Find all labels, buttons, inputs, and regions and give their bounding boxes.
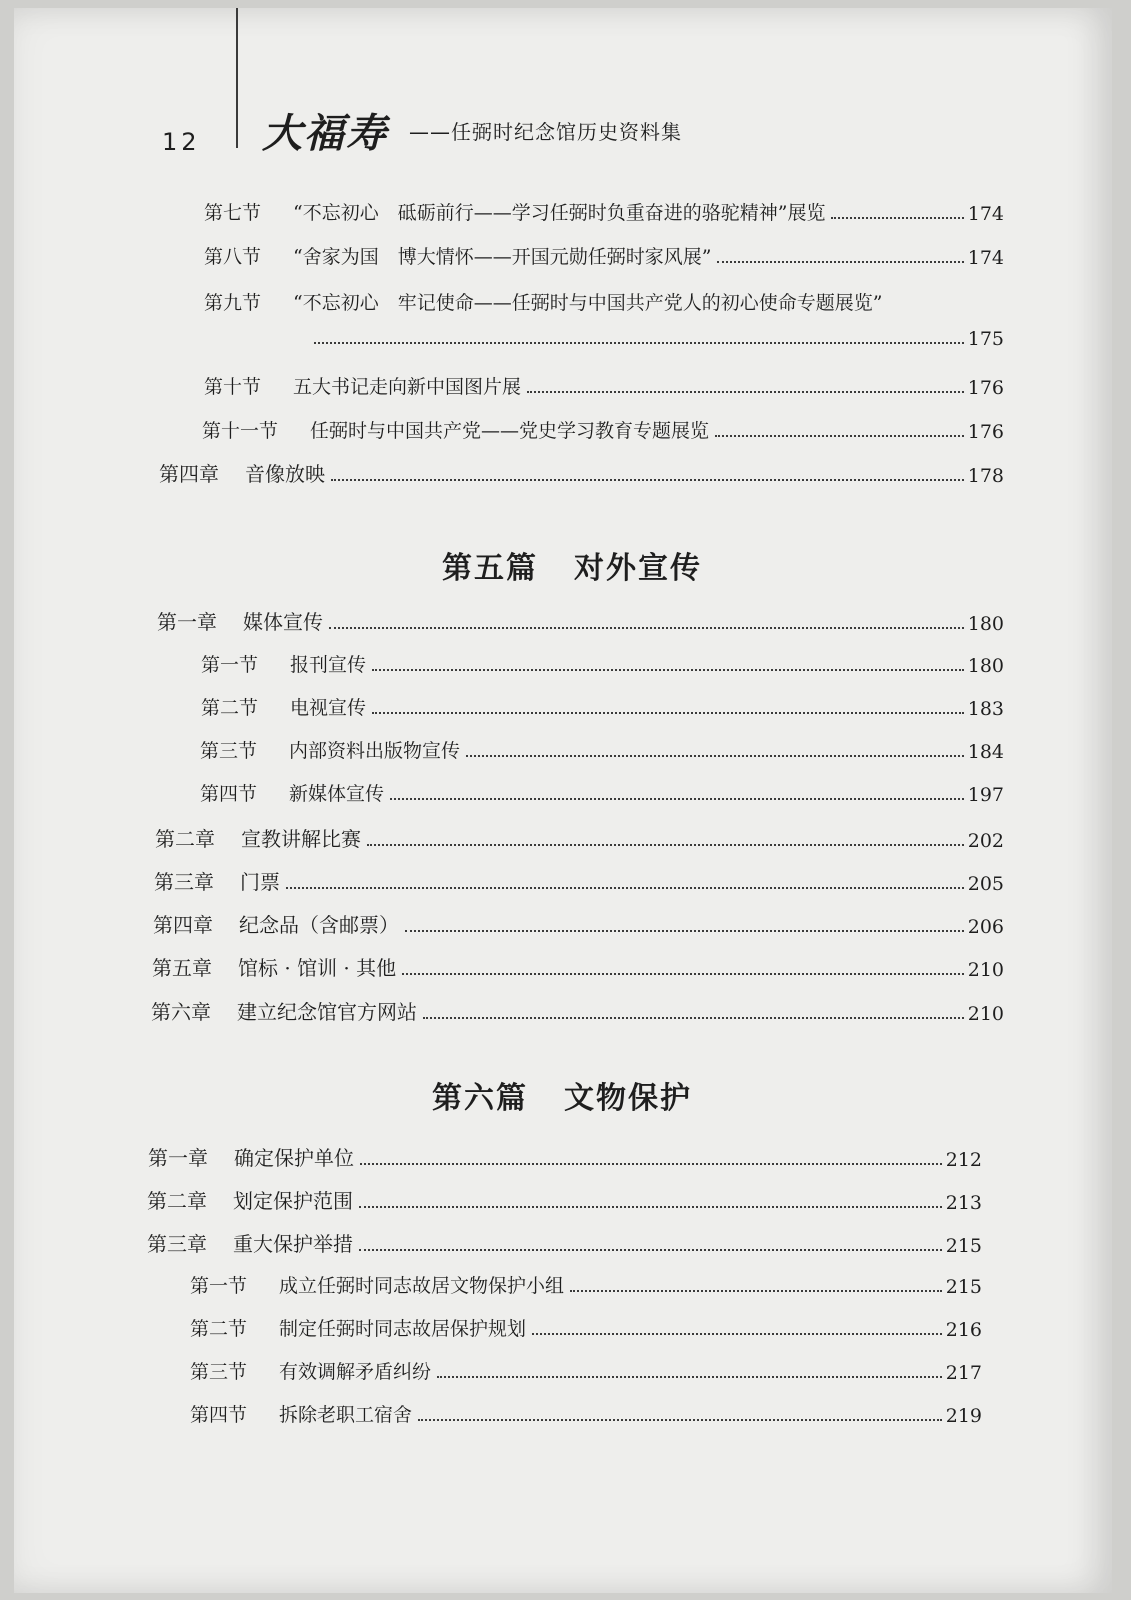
header-subtitle: ——任弼时纪念馆历史资料集: [409, 120, 682, 144]
toc-entry-title: 建立纪念馆官方网站: [237, 1000, 417, 1024]
part-label: 第五篇: [442, 551, 538, 586]
toc-entry: [154, 866, 1004, 895]
toc-entry: [204, 372, 1004, 399]
toc-entry: [204, 198, 1004, 225]
toc-entry-page: 219: [945, 1405, 982, 1427]
toc-entry-title: 音像放映: [245, 462, 325, 486]
toc-entry: [151, 996, 1004, 1025]
toc-entry: [147, 1228, 982, 1257]
toc-entry-title: 馆标 · 馆训 · 其他: [238, 956, 397, 980]
toc-entry-label: 第四节: [190, 1404, 248, 1426]
part-label: 第六篇: [432, 1081, 528, 1116]
toc-entry-page: 205: [967, 873, 1004, 895]
leader-dots: [286, 887, 964, 889]
toc-entry-title: 宣教讲解比赛: [241, 827, 361, 851]
toc-entry: [190, 1400, 982, 1427]
toc-entry-title: 成立任弼时同志故居文物保护小组: [279, 1275, 565, 1297]
toc-entry-page: 212: [945, 1149, 982, 1171]
leader-dots: [402, 973, 964, 975]
toc-entry-page: 215: [945, 1235, 982, 1257]
toc-entry-label: 第二节: [190, 1318, 248, 1340]
toc-entry: [200, 779, 1004, 806]
leader-dots: [527, 391, 964, 393]
toc-entry: [190, 1271, 982, 1298]
toc-entry-label: 第五章: [152, 956, 212, 980]
toc-entry: [148, 1142, 982, 1171]
toc-entry-page: 217: [945, 1362, 982, 1384]
toc-entry-label: 第九节: [204, 292, 262, 314]
leader-dots: [314, 342, 964, 344]
toc-entry-title: 划定保护范围: [233, 1189, 353, 1213]
leader-dots: [329, 627, 964, 629]
toc-entry-page: 210: [967, 1003, 1004, 1025]
toc-entry-label: 第二章: [147, 1189, 207, 1213]
toc-entry-continuation: [314, 328, 1004, 350]
toc-entry: [159, 458, 1004, 487]
toc-entry-title: 重大保护举措: [233, 1232, 353, 1256]
leader-dots: [423, 1017, 964, 1019]
toc-entry: [201, 693, 1004, 720]
page-number: 12: [162, 128, 201, 156]
part-heading: [442, 543, 702, 587]
toc-entry-label: 第二节: [201, 697, 259, 719]
leader-dots: [831, 217, 963, 219]
leader-dots: [367, 844, 964, 846]
toc-entry: [200, 736, 1004, 763]
toc-entry: [201, 650, 1004, 677]
header-logo: 大福寿: [262, 110, 388, 157]
toc-entry-title: 有效调解矛盾纠纷: [279, 1361, 432, 1383]
toc-entry: [190, 1357, 982, 1384]
part-heading: [432, 1073, 692, 1117]
toc-entry-page: 176: [967, 377, 1004, 399]
leader-dots: [570, 1290, 942, 1292]
leader-dots: [717, 261, 963, 263]
leader-dots: [418, 1419, 942, 1421]
toc-entry-page: 184: [967, 741, 1004, 763]
leader-dots: [359, 1206, 942, 1208]
toc-entry-title: 拆除老职工宿舍: [279, 1404, 413, 1426]
leader-dots: [532, 1333, 942, 1335]
toc-entry-page: 176: [967, 421, 1004, 443]
toc-entry-title: 内部资料出版物宣传: [289, 740, 461, 762]
toc-entry-label: 第八节: [204, 246, 262, 268]
toc-entry-page: 197: [967, 784, 1004, 806]
toc-entry: [204, 288, 1004, 315]
toc-entry-label: 第一节: [190, 1275, 248, 1297]
toc-entry-page: 210: [967, 959, 1004, 981]
toc-entry-title: “不忘初心 砥砺前行——学习任弼时负重奋进的骆驼精神”展览: [293, 202, 826, 224]
part-title: 对外宣传: [574, 551, 702, 586]
toc-entry-label: 第三节: [200, 740, 258, 762]
leader-dots: [359, 1249, 942, 1251]
toc-entry-label: 第三章: [154, 870, 214, 894]
leader-dots: [405, 930, 964, 932]
toc-entry: [202, 416, 1004, 443]
leader-dots: [466, 755, 964, 757]
toc-entry-page: 180: [967, 655, 1004, 677]
toc-entry-page: 216: [945, 1319, 982, 1341]
leader-dots: [715, 435, 964, 437]
toc-entry-title: 纪念品（含邮票）: [239, 913, 399, 937]
toc-entry-label: 第十节: [204, 376, 262, 398]
toc-entry-title: 电视宣传: [290, 697, 367, 719]
toc-entry-page: 178: [967, 465, 1004, 487]
toc-entry-page: 175: [967, 328, 1004, 350]
part-title: 文物保护: [564, 1081, 692, 1116]
toc-entry-page: 174: [967, 247, 1004, 269]
book-page: [14, 8, 1112, 1593]
toc-entry-page: 180: [967, 613, 1004, 635]
toc-entry: [153, 909, 1004, 938]
leader-dots: [390, 798, 964, 800]
toc-entry: [157, 606, 1004, 635]
toc-entry-label: 第四章: [153, 913, 213, 937]
toc-entry-label: 第一节: [201, 654, 259, 676]
toc-entry-label: 第四章: [159, 462, 219, 486]
toc-entry-page: 206: [967, 916, 1004, 938]
toc-entry: [147, 1185, 982, 1214]
toc-entry-label: 第一章: [148, 1146, 208, 1170]
toc-entry-title: “不忘初心 牢记使命——任弼时与中国共产党人的初心使命专题展览”: [293, 292, 883, 314]
toc-entry-label: 第十一节: [202, 420, 279, 442]
header-divider: [236, 8, 238, 148]
toc-entry-page: 213: [945, 1192, 982, 1214]
toc-entry-page: 183: [967, 698, 1004, 720]
leader-dots: [372, 669, 964, 671]
toc-entry-title: 制定任弼时同志故居保护规划: [279, 1318, 527, 1340]
leader-dots: [360, 1163, 942, 1165]
toc-entry-title: “舍家为国 博大情怀——开国元勋任弼时家风展”: [293, 246, 712, 268]
toc-entry: [204, 242, 1004, 269]
toc-entry-label: 第三节: [190, 1361, 248, 1383]
leader-dots: [437, 1376, 942, 1378]
toc-entry-page: 215: [945, 1276, 982, 1298]
toc-entry-title: 报刊宣传: [290, 654, 367, 676]
toc-entry-title: 五大书记走向新中国图片展: [293, 376, 522, 398]
toc-entry-title: 门票: [240, 870, 280, 894]
toc-entry-label: 第二章: [155, 827, 215, 851]
toc-entry: [190, 1314, 982, 1341]
toc-entry: [152, 952, 1004, 981]
toc-entry: [155, 823, 1004, 852]
toc-entry-title: 任弼时与中国共产党——党史学习教育专题展览: [310, 420, 710, 442]
leader-dots: [372, 712, 964, 714]
toc-entry-page: 202: [967, 830, 1004, 852]
toc-entry-label: 第一章: [157, 610, 217, 634]
leader-dots: [331, 479, 964, 481]
toc-entry-label: 第三章: [147, 1232, 207, 1256]
toc-entry-label: 第四节: [200, 783, 258, 805]
toc-entry-label: 第六章: [151, 1000, 211, 1024]
toc-entry-title: 媒体宣传: [243, 610, 323, 634]
toc-entry-title: 确定保护单位: [234, 1146, 354, 1170]
toc-entry-label: 第七节: [204, 202, 262, 224]
toc-entry-title: 新媒体宣传: [289, 783, 385, 805]
toc-entry-page: 174: [967, 203, 1004, 225]
